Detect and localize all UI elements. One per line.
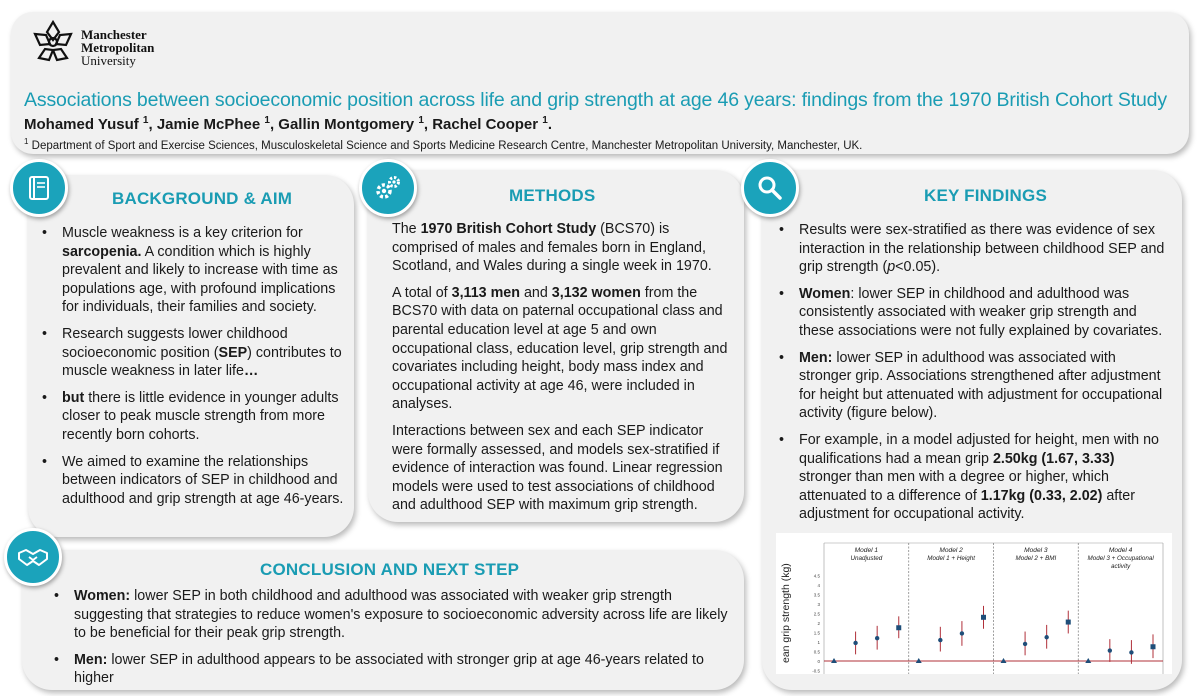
- y-tick-label: 1: [817, 640, 820, 645]
- author-sup: 1: [542, 115, 548, 126]
- logo-wordmark: [81, 28, 154, 67]
- mmu-crest-icon: [29, 18, 77, 68]
- list-item: • For example, in a model adjusted for height, men with no qualifications had a mean grip 2.50kg (1.67, 3.33) stronger than men with a degree or higher, which attenuated to a difference of 1.17kg (0.33, 2.02) after adjustment for occupational activity.: [777, 431, 1169, 524]
- data-point: [1129, 650, 1133, 654]
- logo-line-3: University: [81, 53, 136, 68]
- list-item: • Men: lower SEP in adulthood was associated with stronger grip. Associations strengthened after adjustment for height but attenuated with adjustment for occupational activity (figure below).: [777, 349, 1169, 423]
- grip-strength-chart: [776, 533, 1172, 674]
- methods-panel: [368, 170, 744, 522]
- list-item: • but there is little evidence in younger adults closer to peak muscle strength from more recently born cohorts.: [40, 389, 344, 445]
- data-point: [896, 625, 901, 630]
- book-icon: [10, 159, 68, 217]
- logo-line-1: Manchester: [81, 27, 147, 42]
- key-findings-title: KEY FINDINGS: [924, 186, 1047, 205]
- y-tick-label: 4: [817, 583, 820, 588]
- panel-subtitle: activity: [1111, 563, 1131, 570]
- background-body: [40, 224, 344, 516]
- author-sup: 1: [142, 115, 149, 126]
- panel-title: Model 4: [1108, 547, 1133, 554]
- author-name: Mohamed Yusuf: [24, 116, 139, 133]
- author-sup: 1: [264, 115, 270, 126]
- methods-paragraph: Interactions between sex and each SEP indicator were formally assessed, and models sex-stratified if evidence of interaction was found. Linear regression models were used to test associations of childhood and adulthood SEP with maximum grip strength.: [392, 422, 723, 514]
- y-tick-label: 1.5: [813, 630, 820, 636]
- background-panel: [28, 175, 354, 537]
- conclusion-title: CONCLUSION AND NEXT STEP: [260, 560, 520, 579]
- methods-paragraph: A total of 3,113 men and 3,132 women from the BCS70 with data on paternal occupational class and parental education level at age 5 and own occupational class, education level, grip strength and covariates including height, body mass index and occupational activity at age 46, were included in analyses.: [392, 284, 728, 413]
- methods-body: [392, 220, 735, 523]
- panel-title: Model 2: [939, 547, 963, 554]
- y-tick-label: 0.5: [813, 649, 820, 655]
- author-name: Gallin Montgomery: [278, 116, 415, 133]
- data-point: [1044, 635, 1048, 639]
- y-tick-label: 2.5: [813, 611, 820, 617]
- list-item: • Men: lower SEP in adulthood appears to be associated with stronger grip at age 46-years related to higher: [52, 651, 734, 688]
- author-list: Mohamed Yusuf $^1$, Jamie McPhee $^1$, Gallin Montgomery $^1$, Rachel Cooper $^1$.: [24, 115, 552, 133]
- list-item: • Muscle weakness is a key criterion for sarcopenia. A condition which is highly prevalent and likely to increase with time as populations age, with profound implications for individuals, their families and society.: [40, 224, 344, 317]
- data-point: [875, 636, 879, 640]
- panel-title: Model 1: [854, 547, 879, 554]
- y-tick-label: 3.5: [813, 592, 820, 598]
- logo-line-2: Metropolitan: [81, 40, 155, 55]
- poster-header: [11, 12, 1189, 154]
- author-name: Rachel Cooper: [432, 116, 539, 133]
- list-item: • Women: lower SEP in childhood and adulthood was consistently associated with weaker grip strength and these associations were not fully explained by covariates.: [777, 285, 1169, 341]
- gears-icon: [359, 159, 417, 217]
- panel-subtitle: Model 1 + Height: [927, 555, 976, 562]
- list-item: • We aimed to examine the relationships between indicators of SEP in childhood and adulthood and grip strength at age 46-years.: [40, 453, 344, 509]
- data-point: [938, 638, 942, 642]
- panel-title: Model 3: [1024, 547, 1048, 554]
- y-tick-label: 2: [817, 621, 820, 626]
- data-point: [1151, 644, 1156, 649]
- data-point: [853, 641, 857, 645]
- author-sup: 1: [418, 115, 424, 126]
- y-tick-label: 3: [817, 602, 820, 607]
- data-point: [960, 631, 964, 635]
- university-logo: [29, 18, 199, 74]
- key-findings-body: [777, 221, 1169, 532]
- affiliation: [24, 137, 862, 152]
- y-tick-label: -0.5: [812, 668, 820, 674]
- y-tick-label: 4.5: [813, 573, 820, 579]
- data-point: [1066, 620, 1071, 625]
- affiliation-text: Department of Sport and Exercise Sciences, Musculoskeletal Science and Sports Medicine Research Centre, Manchester Metropolitan University, Manchester, UK.: [31, 139, 863, 152]
- methods-title: METHODS: [509, 186, 596, 205]
- affiliation-sup: 1: [24, 137, 29, 146]
- panel-subtitle: Model 2 + BMI: [1015, 555, 1057, 562]
- poster-title: Associations between socioeconomic position across life and grip strength at age 46 years: findings from the 1970 British Cohort Study: [24, 89, 1167, 111]
- list-item: • Research suggests lower childhood socioeconomic position (SEP) contributes to muscle weakness in later life…: [40, 325, 344, 381]
- list-item: • Women: lower SEP in both childhood and adulthood was associated with weaker grip strength suggesting that strategies to reduce women's exposure to socioeconomic adversity across life are likely to be beneficial for their peak grip strength.: [52, 587, 734, 643]
- panel-subtitle: Unadjusted: [850, 555, 883, 562]
- list-item: • Results were sex-stratified as there was evidence of sex interaction in the relationship between childhood SEP and grip strength (p<0.05).: [777, 221, 1169, 277]
- author-name: Jamie McPhee: [156, 116, 261, 133]
- handshake-icon: [4, 528, 62, 586]
- data-point: [1023, 642, 1027, 646]
- conclusion-panel: [22, 550, 744, 690]
- background-title: BACKGROUND & AIM: [112, 189, 293, 208]
- data-point: [1108, 648, 1112, 652]
- chart-svg: [776, 533, 1172, 674]
- magnifier-icon: [741, 159, 799, 217]
- methods-paragraph: The 1970 British Cohort Study (BCS70) is comprised of males and females born in England, Scotland, and Wales during a single week in 1970.: [392, 221, 712, 275]
- y-tick-label: 0: [817, 659, 820, 664]
- panel-subtitle: Model 3 + Occupational: [1087, 555, 1154, 562]
- data-point: [981, 615, 986, 620]
- y-axis-label: ean grip strength (kg): [780, 563, 792, 663]
- conclusion-body: [52, 587, 734, 696]
